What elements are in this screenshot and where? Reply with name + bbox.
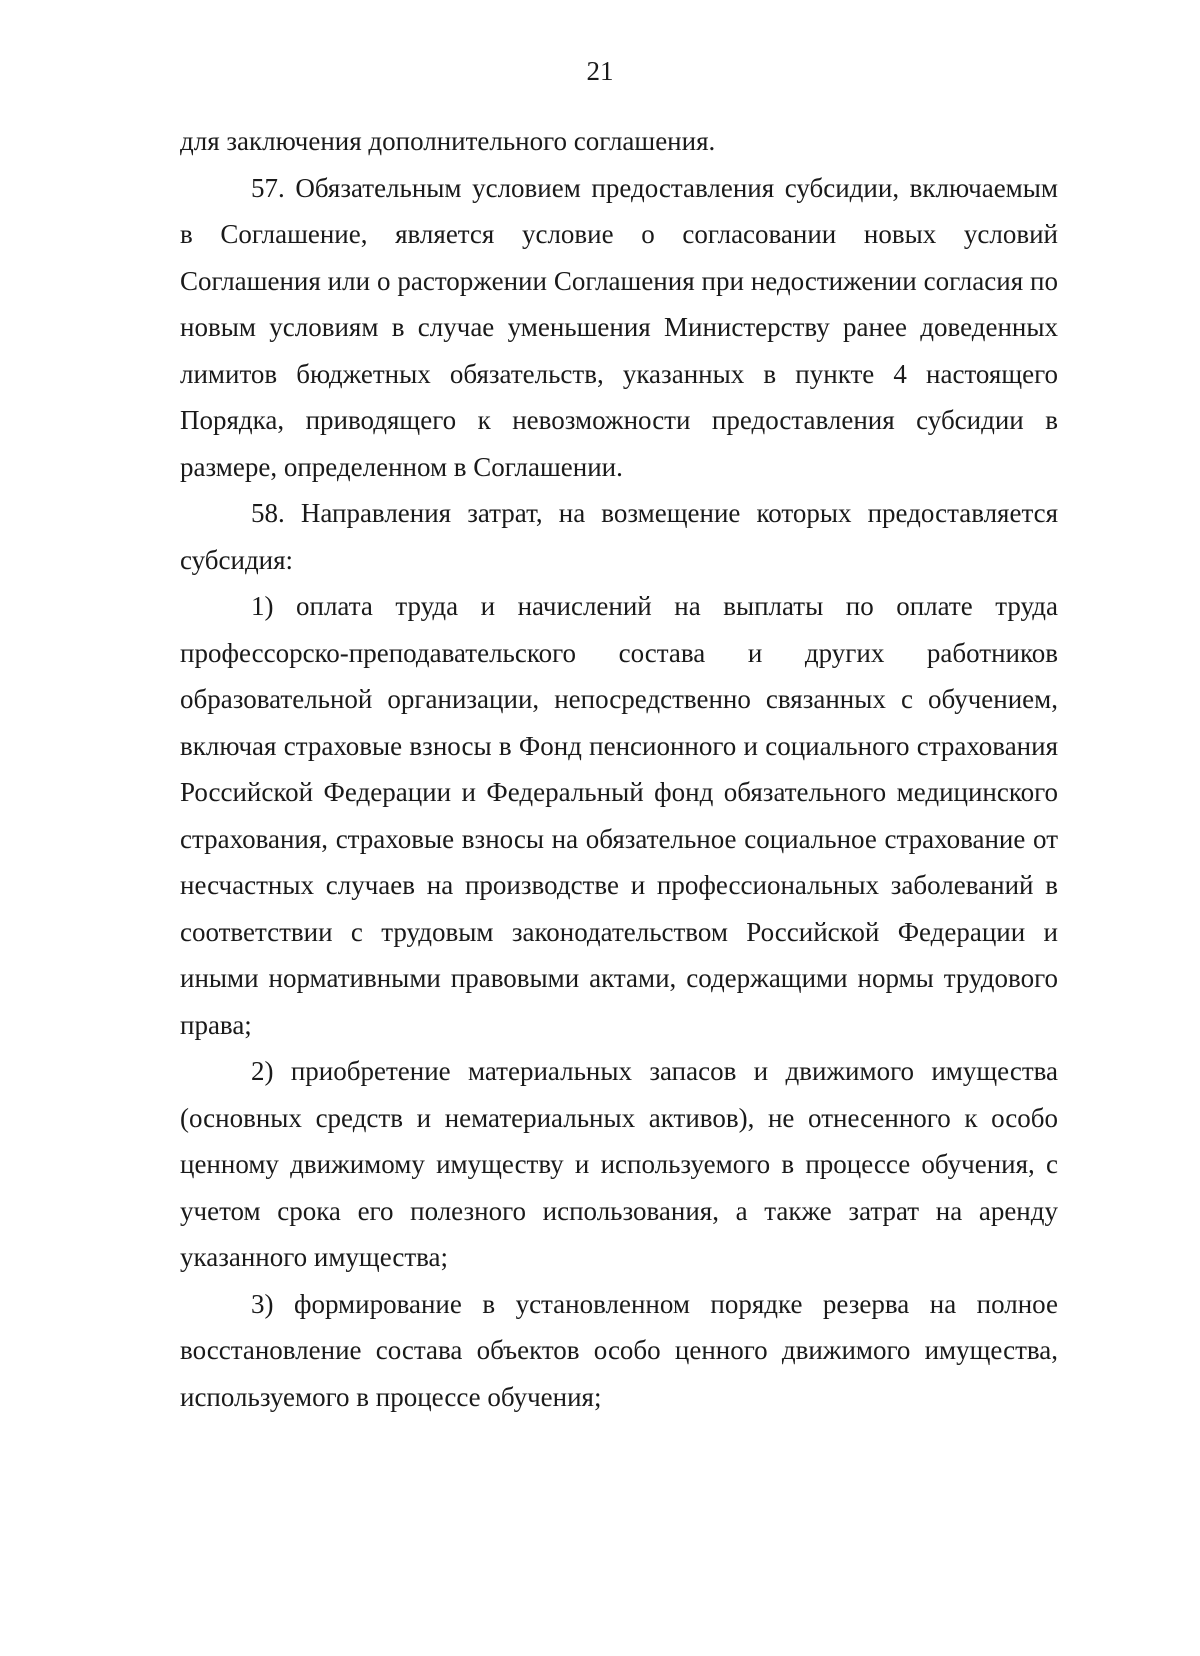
document-body (180, 118, 1058, 1420)
list-item-3: 3) формирование в установленном порядке резерва на полное восстановление состава объектов особо ценного движимого имущества, используемого в процессе обучения; (180, 1288, 1058, 1412)
list-item-2: 2) приобретение материальных запасов и движимого имущества (основных средств и нематериальных активов), не отнесенного к особо ценному движимому имуществу и используемого в процессе обучения, с учетом срока его полезного использования, а также затрат на аренду указанного имущества; (180, 1056, 1058, 1272)
paragraph-57: 57. Обязательным условием предоставления субсидии, включаемым в Соглашение, является условие о согласовании новых условий Соглашения или о расторжении Соглашения при недостижении согласия по новым условиям в случае уменьшения Министерству ранее доведенных лимитов бюджетных обязательств, указанных в пункте 4 настоящего Порядка, приводящего к невозможности предоставления субсидии в размере, определенном в Соглашении. (180, 172, 1058, 482)
paragraph-58: 58. Направления затрат, на возмещение которых предоставляется субсидия: (180, 498, 1058, 575)
page-number: 21 (586, 56, 614, 86)
list-item-1: 1) оплата труда и начислений на выплаты по оплате труда профессорско-преподавательского состава и других работников образовательной организации, непосредственно связанных с обучением, включая страховые взносы в Фонд пенсионного и социального страхования Российской Федерации и Федеральный фонд обязательного медицинского страхования, страховые взносы на обязательное социальное страхование от несчастных случаев на производстве и профессиональных заболеваний в соответствии с трудовым законодательством Российской Федерации и иными нормативными правовыми актами, содержащими нормы трудового права; (180, 591, 1058, 1040)
paragraph-continuation: для заключения дополнительного соглашения. (180, 126, 716, 156)
